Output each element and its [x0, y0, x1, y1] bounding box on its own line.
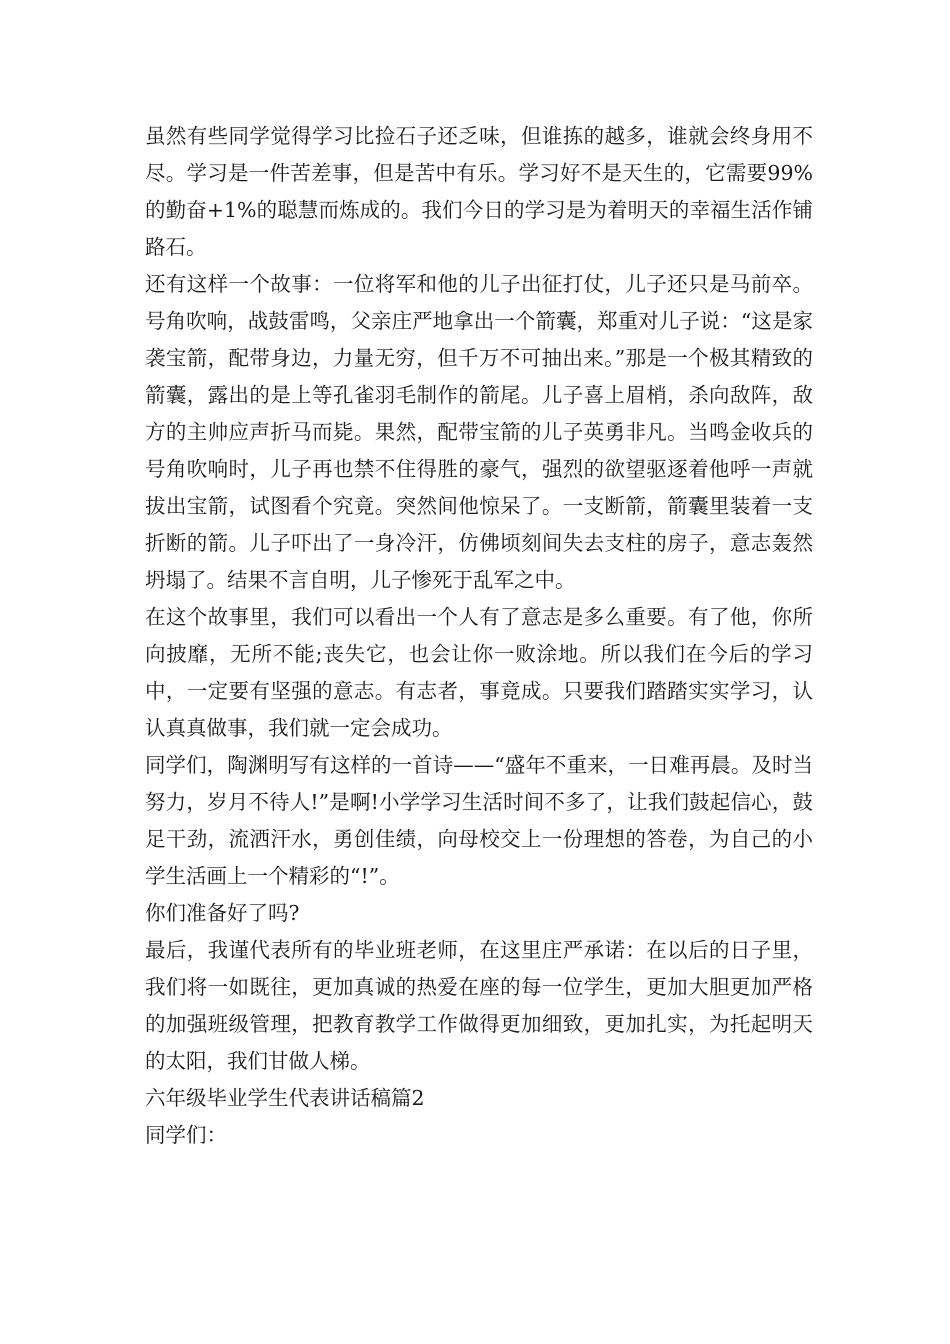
paragraph-ready-question: 你们准备好了吗? — [145, 901, 300, 925]
paragraph-study-analogy: 虽然有些同学觉得学习比捡石子还乏味，但谁拣的越多，谁就会终身用不尽。学习是一件苦差事，但是苦中有乐。学习好不是天生的，它需要99%的勤奋+1%的聪慧而炼成的。我们今日的学习是为着明天的幸福生活作铺路石。 — [145, 124, 813, 259]
paragraph-teacher-promise: 最后，我谨代表所有的毕业班老师，在这里庄严承诺：在以后的日子里，我们将一如既往，更加真诚的热爱在座的每一位学生，更加大胆更加严格的加强班级管理，把教育教学工作做得更加细致，更加扎实，为托起明天的太阳，我们甘做人梯。 — [145, 938, 813, 1073]
document-body — [145, 118, 813, 1154]
section-heading: 六年级毕业学生代表讲话稿篇2 — [145, 1086, 425, 1110]
paragraph-poem: 同学们，陶渊明写有这样的一首诗——“盛年不重来，一日难再晨。及时当努力，岁月不待人!”是啊!小学学习生活时间不多了，让我们鼓起信心，鼓足干劲，流洒汗水，勇创佳绩，向母校交上一份理想的答卷，为自己的小学生活画上一个精彩的“!”。 — [145, 753, 813, 888]
paragraph-willpower: 在这个故事里，我们可以看出一个人有了意志是多么重要。有了他，你所向披靡，无所不能;丧失它，也会让你一败涂地。所以我们在今后的学习中，一定要有坚强的意志。有志者，事竟成。只要我们踏踏实实学习，认认真真做事，我们就一定会成功。 — [145, 605, 813, 740]
paragraph-greeting: 同学们： — [145, 1123, 227, 1147]
paragraph-general-story: 还有这样一个故事：一位将军和他的儿子出征打仗，儿子还只是马前卒。号角吹响，战鼓雷鸣，父亲庄严地拿出一个箭囊，郑重对儿子说：“这是家袭宝箭，配带身边，力量无穷，但千万不可抽出来。”那是一个极其精致的箭囊，露出的是上等孔雀羽毛制作的箭尾。儿子喜上眉梢，杀向敌阵，敌方的主帅应声折马而毙。果然，配带宝箭的儿子英勇非凡。当鸣金收兵的号角吹响时，儿子再也禁不住得胜的豪气，强烈的欲望驱逐着他呼一声就拔出宝箭，试图看个究竟。突然间他惊呆了。一支断箭，箭囊里装着一支折断的箭。儿子吓出了一身冷汗，仿佛顷刻间失去支柱的房子，意志轰然坍塌了。结果不言自明，儿子惨死于乱军之中。 — [145, 272, 813, 592]
